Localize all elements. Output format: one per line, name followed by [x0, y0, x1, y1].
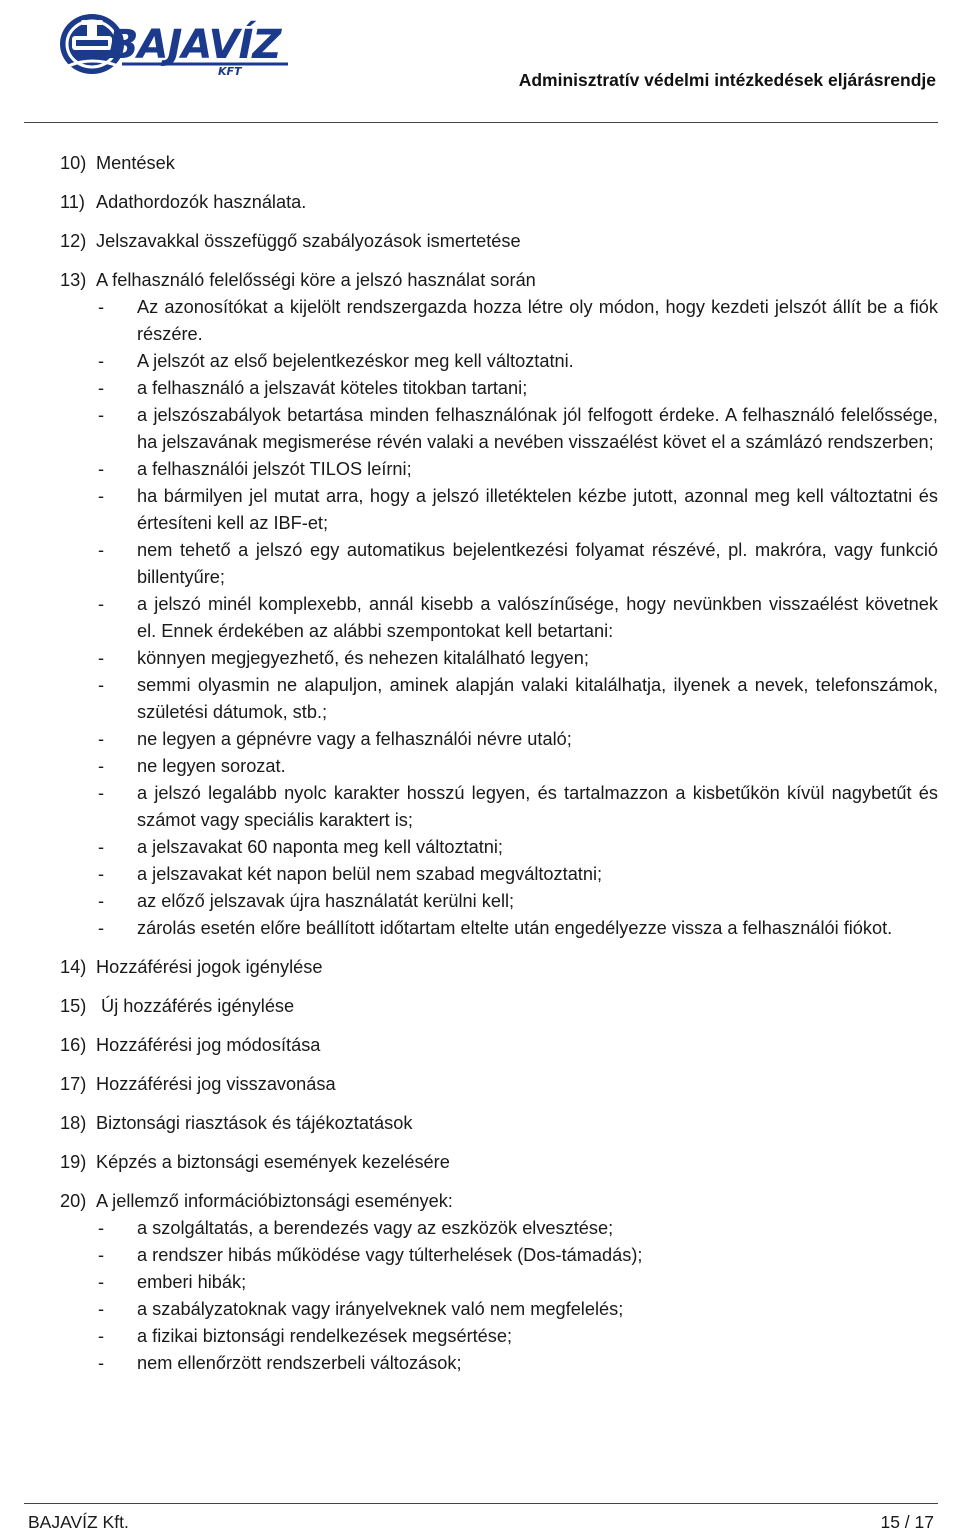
bullet-item: - a felhasználói jelszót TILOS leírni; [98, 459, 412, 479]
list-item: 11) Adathordozók használata. [60, 192, 307, 212]
bullet-item: - zárolás esetén előre beállított időtartam eltelte után engedélyezze vissza a felhasználói fiókot. [98, 918, 893, 938]
footer-divider [24, 1503, 938, 1504]
document-title: Adminisztratív védelmi intézkedések eljárásrendje [518, 70, 936, 90]
list-item: 12) Jelszavakkal összefüggő szabályozások ismertetése [60, 231, 521, 251]
bullet-item: - ne legyen a gépnévre vagy a felhasználói névre utaló; [98, 729, 572, 749]
bullet-item: - a felhasználó a jelszavát köteles titokban tartani; [98, 378, 528, 398]
bullet-item: - az előző jelszavak újra használatát kerülni kell; [98, 891, 515, 911]
list-item: 14) Hozzáférési jogok igénylése [60, 957, 323, 977]
list-item: 15) Új hozzáférés igénylése [60, 996, 295, 1016]
bullet-item: - a jelszó minél komplexebb, annál kisebb a valószínűsége, hogy nevünkben visszaélést követnek el. Ennek érdekében az alábbi szempontokat kell betartani: [98, 594, 938, 641]
svg-text:BAJAVÍZ: BAJAVÍZ [108, 22, 281, 68]
bullet-item: - a jelszavakat két napon belül nem szabad megváltoztatni; [98, 864, 603, 884]
bullet-item: - ha bármilyen jel mutat arra, hogy a jelszó illetéktelen kézbe jutott, azonnal meg kell változtatni és értesíteni kell az IBF-et; [98, 486, 938, 533]
svg-text:KFT: KFT [218, 65, 242, 76]
bullet-item: - a jelszószabályok betartása minden felhasználónak jól felfogott érdeke. A felhasználó felelőssége, ha jelszavának megismerése révén valaki a nevében visszaélést követ el a számlázó rendszerben; [98, 405, 938, 452]
footer-company: BAJAVÍZ Kft. [28, 1512, 129, 1532]
page-number: 15 / 17 [880, 1512, 934, 1532]
bullet-item: - nem ellenőrzött rendszerbeli változások; [98, 1353, 462, 1373]
bullet-item: - nem tehető a jelszó egy automatikus bejelentkezési folyamat részévé, pl. makróra, vagy funkció billentyűre; [98, 540, 938, 587]
bullet-item: - ne legyen sorozat. [98, 756, 286, 776]
bullet-item: - a szabályzatoknak vagy irányelveknek való nem megfelelés; [98, 1299, 624, 1319]
bullet-item: - könnyen megjegyezhető, és nehezen kitalálható legyen; [98, 648, 589, 668]
bullet-item: - a rendszer hibás működése vagy túlterhelések (Dos-támadás); [98, 1245, 643, 1265]
list-item: 10) Mentések [60, 153, 175, 173]
section-13-bullets [60, 294, 938, 942]
list-item: 18) Biztonsági riasztások és tájékoztatások [60, 1113, 413, 1133]
bullet-item: - a jelszó legalább nyolc karakter hosszú legyen, és tartalmazzon a kisbetűkön kívül nagybetűt és számot vagy speciális karaktert is; [98, 783, 938, 830]
list-item: 19) Képzés a biztonsági események kezelésére [60, 1152, 450, 1172]
logo-graphic [58, 8, 290, 76]
header-divider [24, 122, 938, 123]
section-20-bullets [60, 1215, 938, 1377]
bullet-item: - a jelszavakat 60 naponta meg kell változtatni; [98, 837, 503, 857]
bullet-item: - semmi olyasmin ne alapuljon, aminek alapján valaki kitalálhatja, ilyenek a nevek, telefonszámok, születési dátumok, stb.; [98, 675, 938, 722]
bullet-item: - A jelszót az első bejelentkezéskor meg kell változtatni. [98, 351, 574, 371]
company-logo [58, 8, 290, 76]
bullet-item: - a fizikai biztonsági rendelkezések megsértése; [98, 1326, 513, 1346]
list-item: 13) A felhasználó felelősségi köre a jelszó használat során [60, 270, 536, 290]
list-item: 17) Hozzáférési jog visszavonása [60, 1074, 336, 1094]
bullet-item: - a szolgáltatás, a berendezés vagy az eszközök elvesztése; [98, 1218, 614, 1238]
list-item: 16) Hozzáférési jog módosítása [60, 1035, 321, 1055]
bullet-item: - Az azonosítókat a kijelölt rendszergazda hozza létre oly módon, hogy kezdeti jelszót állít be a fiók részére. [98, 297, 938, 344]
bullet-item: - emberi hibák; [98, 1272, 247, 1292]
list-item: 20) A jellemző információbiztonsági események: [60, 1191, 453, 1211]
document-body [60, 150, 938, 1377]
